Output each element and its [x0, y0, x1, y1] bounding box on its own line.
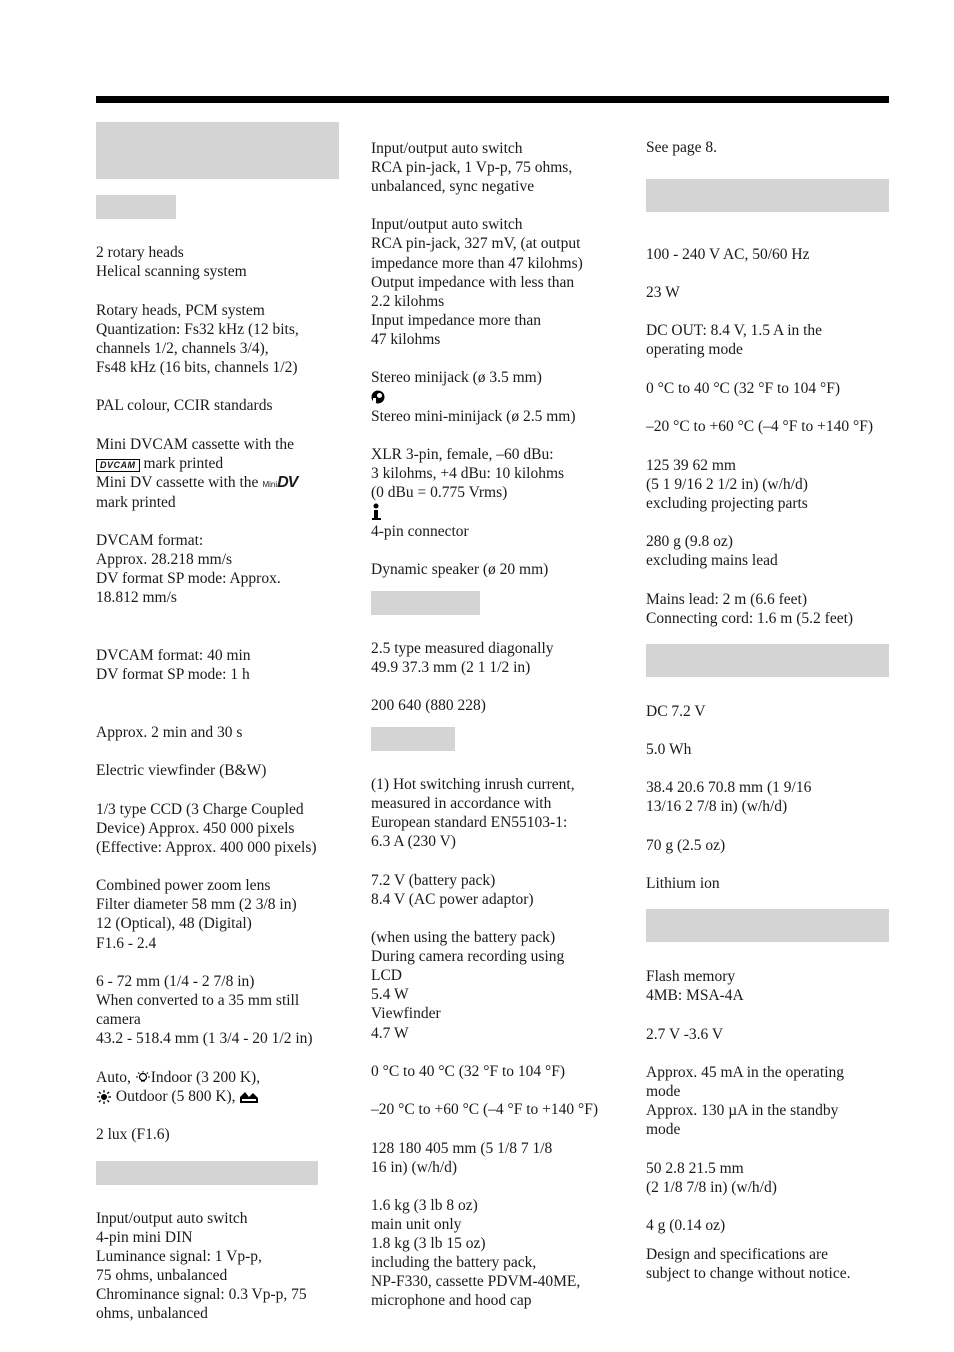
- spec-text: 128 180 405 mm (5 1/8 7 1/8: [371, 1140, 553, 1157]
- section-heading-bar: [96, 122, 339, 179]
- spec-text: excluding projecting parts: [646, 495, 808, 512]
- spec-text: Stereo mini-minijack (ø 2.5 mm): [371, 408, 576, 425]
- spec-text: 47 kilohms: [371, 331, 441, 348]
- spec-text: Approx. 130 µA in the standby: [646, 1102, 839, 1119]
- lanc-icon-row: [371, 387, 385, 406]
- spec-text: Output impedance with less than: [371, 274, 575, 291]
- spec-text: 2.7 V -3.6 V: [646, 1026, 724, 1043]
- spec-text: See page 8.: [646, 139, 718, 156]
- subheading-bar: [96, 1161, 318, 1185]
- spec-text: Auto, Indoor (3 200 K),: [96, 1069, 261, 1086]
- section-heading-bar: [646, 644, 889, 677]
- notice-text: subject to change without notice.: [646, 1265, 851, 1282]
- spec-text: (5 1 9/16 2 1/2 in) (w/h/d): [646, 476, 808, 493]
- spec-text: 2 lux (F1.6): [96, 1126, 170, 1143]
- indoor-bulb-icon: [135, 1071, 151, 1085]
- spec-text: 4 g (0.14 oz): [646, 1217, 726, 1234]
- spec-text: 16 in) (w/h/d): [371, 1159, 458, 1176]
- spec-text: 3 kilohms, +4 dBu: 10 kilohms: [371, 465, 565, 482]
- spec-text: 1/3 type CCD (3 Charge Coupled: [96, 801, 304, 818]
- spec-text: 6 - 72 mm (1/4 - 2 7/8 in): [96, 973, 255, 990]
- spec-text: PAL colour, CCIR standards: [96, 397, 273, 414]
- spec-text: Electric viewfinder (B&W): [96, 762, 267, 779]
- spec-text: 70 g (2.5 oz): [646, 837, 726, 854]
- spec-text: Dynamic speaker (ø 20 mm): [371, 561, 549, 578]
- spec-text: microphone and hood cap: [371, 1292, 532, 1309]
- spec-text: Quantization: Fs32 kHz (12 bits,: [96, 321, 299, 338]
- spec-text: Approx. 28.218 mm/s: [96, 551, 233, 568]
- spec-text: (Effective: Approx. 400 000 pixels): [96, 839, 317, 856]
- spec-text: (1) Hot switching inrush current,: [371, 776, 575, 793]
- spec-text: DC OUT: 8.4 V, 1.5 A in the: [646, 322, 823, 339]
- spec-text: 4-pin connector: [371, 523, 469, 540]
- section-heading-bar: [646, 179, 889, 212]
- spec-text: 2 rotary heads: [96, 244, 184, 261]
- spec-text: Connecting cord: 1.6 m (5.2 feet): [646, 610, 854, 627]
- info-icon-row: [371, 502, 383, 521]
- spec-text: excluding mains lead: [646, 552, 778, 569]
- spec-text: 280 g (9.8 oz): [646, 533, 733, 550]
- spec-text: mode: [646, 1121, 681, 1138]
- subheading-bar: [371, 727, 455, 751]
- spec-text: Fs48 kHz (16 bits, channels 1/2): [96, 359, 298, 376]
- spec-text: Helical scanning system: [96, 263, 247, 280]
- spec-text: 2.2 kilohms: [371, 293, 445, 310]
- spec-text: 4MB: MSA-4A: [646, 987, 744, 1004]
- subheading-bar: [96, 195, 176, 219]
- spec-text: channels 1/2, channels 3/4),: [96, 340, 269, 357]
- dvcam-logo-icon: DVCAM: [96, 459, 140, 472]
- spec-text: Viewfinder: [371, 1005, 441, 1022]
- spec-text: NP-F330, cassette PDVM-40ME,: [371, 1273, 581, 1290]
- spec-text: Approx. 2 min and 30 s: [96, 724, 243, 741]
- spec-text: 7.2 V (battery pack): [371, 872, 496, 889]
- spec-text: Rotary heads, PCM system: [96, 302, 265, 319]
- spec-text: 2.5 type measured diagonally: [371, 640, 554, 657]
- spec-text: 5.4 W: [371, 986, 409, 1003]
- spec-text: Mains lead: 2 m (6.6 feet): [646, 591, 807, 608]
- spec-text: 8.4 V (AC power adaptor): [371, 891, 534, 908]
- spec-text: Device) Approx. 450 000 pixels: [96, 820, 295, 837]
- notice-text: Design and specifications are: [646, 1246, 829, 1263]
- spec-text: RCA pin-jack, 327 mV, (at output: [371, 235, 581, 252]
- spec-text: 0 °C to 40 °C (32 °F to 104 °F): [371, 1063, 566, 1080]
- spec-text: 1.6 kg (3 lb 8 oz): [371, 1197, 478, 1214]
- lanc-icon: [371, 389, 385, 405]
- spec-text: 75 ohms, unbalanced: [96, 1267, 228, 1284]
- spec-text: unbalanced, sync negative: [371, 178, 535, 195]
- spec-text: Input/output auto switch: [96, 1210, 248, 1227]
- top-rule: [96, 96, 889, 103]
- spec-text: European standard EN55103-1:: [371, 814, 568, 831]
- spec-text: 18.812 mm/s: [96, 589, 177, 606]
- spec-text: –20 °C to +60 °C (–4 °F to +140 °F): [371, 1101, 599, 1118]
- spec-text: 125 39 62 mm: [646, 457, 736, 474]
- spec-text: 13/16 2 7/8 in) (w/h/d): [646, 798, 788, 815]
- spec-text: impedance more than 47 kilohms): [371, 255, 583, 272]
- spec-text: Input impedance more than: [371, 312, 542, 329]
- spec-text: camera: [96, 1011, 141, 1028]
- spec-text: (0 dBu = 0.775 Vrms): [371, 484, 508, 501]
- spec-text: Input/output auto switch: [371, 140, 523, 157]
- spec-text: (when using the battery pack): [371, 929, 556, 946]
- subheading-bar: [371, 591, 480, 615]
- spec-text: 100 - 240 V AC, 50/60 Hz: [646, 246, 810, 263]
- spec-text: RCA pin-jack, 1 Vp-p, 75 ohms,: [371, 159, 573, 176]
- spec-text: Mini DV cassette with the MiniDV: [96, 473, 297, 494]
- spec-text: DVCAM format: 40 min: [96, 647, 251, 664]
- spec-text: DV format SP mode: Approx.: [96, 570, 281, 587]
- spec-text: Outdoor (5 800 K),: [96, 1087, 259, 1106]
- spec-text: measured in accordance with: [371, 795, 552, 812]
- spec-text: DC 7.2 V: [646, 703, 706, 720]
- spec-text: DVCAM mark printed: [96, 454, 223, 473]
- spec-text: F1.6 - 2.4: [96, 935, 157, 952]
- spec-text: Lithium ion: [646, 875, 720, 892]
- spec-text: 38.4 20.6 70.8 mm (1 9/16: [646, 779, 812, 796]
- spec-text: 4-pin mini DIN: [96, 1229, 193, 1246]
- spec-text: DV format SP mode: 1 h: [96, 666, 250, 683]
- spec-text: Mini DVCAM cassette with the: [96, 436, 295, 453]
- spec-text: 43.2 - 518.4 mm (1 3/4 - 20 1/2 in): [96, 1030, 313, 1047]
- spec-text: XLR 3-pin, female, –60 dBu:: [371, 446, 554, 463]
- spec-text: 4.7 W: [371, 1025, 409, 1042]
- spec-text: Luminance signal: 1 Vp-p,: [96, 1248, 262, 1265]
- spec-text: 5.0 Wh: [646, 741, 692, 758]
- spec-text: operating mode: [646, 341, 743, 358]
- spec-text: Input/output auto switch: [371, 216, 523, 233]
- spec-text: 200 640 (880 228): [371, 697, 486, 714]
- spec-text: 23 W: [646, 284, 680, 301]
- spec-text: Stereo minijack (ø 3.5 mm): [371, 369, 542, 386]
- spec-text: 6.3 A (230 V): [371, 833, 456, 850]
- spec-text: main unit only: [371, 1216, 462, 1233]
- outdoor-sun-icon: [96, 1090, 112, 1104]
- spec-text: mark printed: [96, 494, 176, 511]
- spec-text: Combined power zoom lens: [96, 877, 271, 894]
- spec-text: LCD: [371, 967, 402, 984]
- spec-text: mode: [646, 1083, 681, 1100]
- spec-text: (2 1/8 7/8 in) (w/h/d): [646, 1179, 777, 1196]
- spec-text: Approx. 45 mA in the operating: [646, 1064, 845, 1081]
- spec-text: 50 2.8 21.5 mm: [646, 1160, 744, 1177]
- spec-text: 1.8 kg (3 lb 15 oz): [371, 1235, 486, 1252]
- section-heading-bar: [646, 909, 889, 942]
- spec-text: When converted to a 35 mm still: [96, 992, 300, 1009]
- spec-text: –20 °C to +60 °C (–4 °F to +140 °F): [646, 418, 874, 435]
- minidv-logo-icon: MiniDV: [262, 474, 298, 491]
- spec-text: 49.9 37.3 mm (2 1 1/2 in): [371, 659, 531, 676]
- spec-text: Filter diameter 58 mm (2 3/8 in): [96, 896, 297, 913]
- intelligent-accessory-shoe-icon: [371, 503, 383, 521]
- spec-text: Flash memory: [646, 968, 736, 985]
- spec-text: 12 (Optical), 48 (Digital): [96, 915, 252, 932]
- spec-text: Chrominance signal: 0.3 Vp-p, 75: [96, 1286, 307, 1303]
- one-push-wb-icon: [239, 1090, 259, 1104]
- spec-text: DVCAM format:: [96, 532, 204, 549]
- spec-text: During camera recording using: [371, 948, 565, 965]
- spec-text: 0 °C to 40 °C (32 °F to 104 °F): [646, 380, 841, 397]
- spec-text: ohms, unbalanced: [96, 1305, 208, 1322]
- spec-text: including the battery pack,: [371, 1254, 537, 1271]
